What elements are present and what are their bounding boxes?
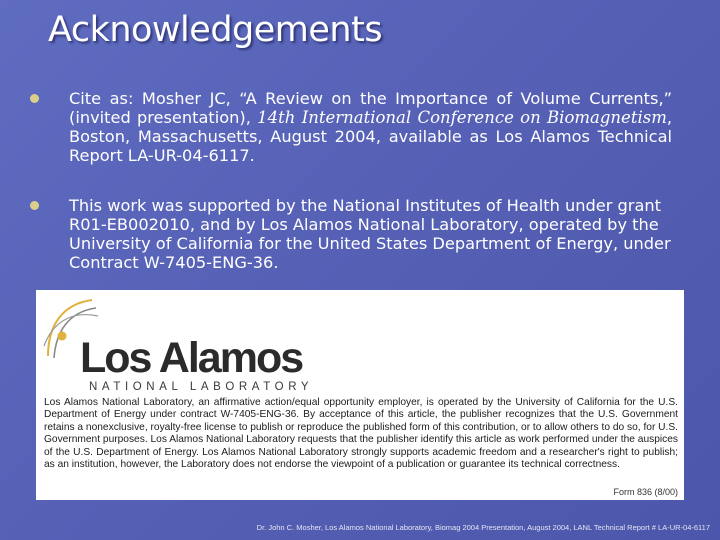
lanl-logo-wordmark: Los Alamos — [80, 334, 303, 382]
disclaimer-text: Los Alamos National Laboratory, an affirmative action/equal opportunity employer, is operated by the University of California for the U.S. Department of Energy under contract W-7405-ENG-36. By acceptance of this article, the publisher recognizes that the U.S. Government retains a nonexclusive, royalty-free license to publish or reproduce the published form of this contribution, or to allow others to do so, for U.S. Government purposes. Los Alamos National Laboratory requests that the publisher identify this article as work performed under the auspices of the U.S. Department of Energy. Los Alamos National Laboratory strongly supports academic freedom and a researcher's right to publish; as an institution, however, the Laboratory does not endorse the viewpoint of a publication or guarantee its technical correctness. — [44, 397, 678, 471]
slide-footer: Dr. John C. Mosher, Los Alamos National Laboratory, Biomag 2004 Presentation, August 2004, LANL Technical Report # LA-UR-04-6117 — [256, 523, 710, 532]
citation-part1: Cite as: Mosher JC, “A Review on the Importance of Volume Currents,” (invited presentation), — [69, 89, 672, 127]
conference-name: 14th International Conference on Biomagnetism — [257, 108, 667, 127]
lanl-logo — [36, 290, 684, 393]
lanl-logo-subtitle: NATIONAL LABORATORY — [89, 381, 314, 393]
citation-text — [69, 89, 672, 165]
lanl-disclaimer-panel — [36, 290, 684, 500]
form-number: Form 836 (8/00) — [613, 487, 678, 497]
bullet-dot-icon — [30, 201, 39, 210]
funding-text: This work was supported by the National Institutes of Health under grant R01-EB002010, and by Los Alamos National Laboratory, operated by the University of California for the United States Department of Energy, under Contract W-7405-ENG-36. — [69, 196, 671, 272]
citation-part2: , Boston, Massachusetts, August 2004, available as Los Alamos Technical Report LA-UR-04-6117. — [69, 108, 672, 165]
bullet-citation — [30, 89, 672, 165]
slide-title: Acknowledgements — [48, 10, 383, 50]
bullet-dot-icon — [30, 94, 39, 103]
bullet-funding — [30, 196, 672, 272]
